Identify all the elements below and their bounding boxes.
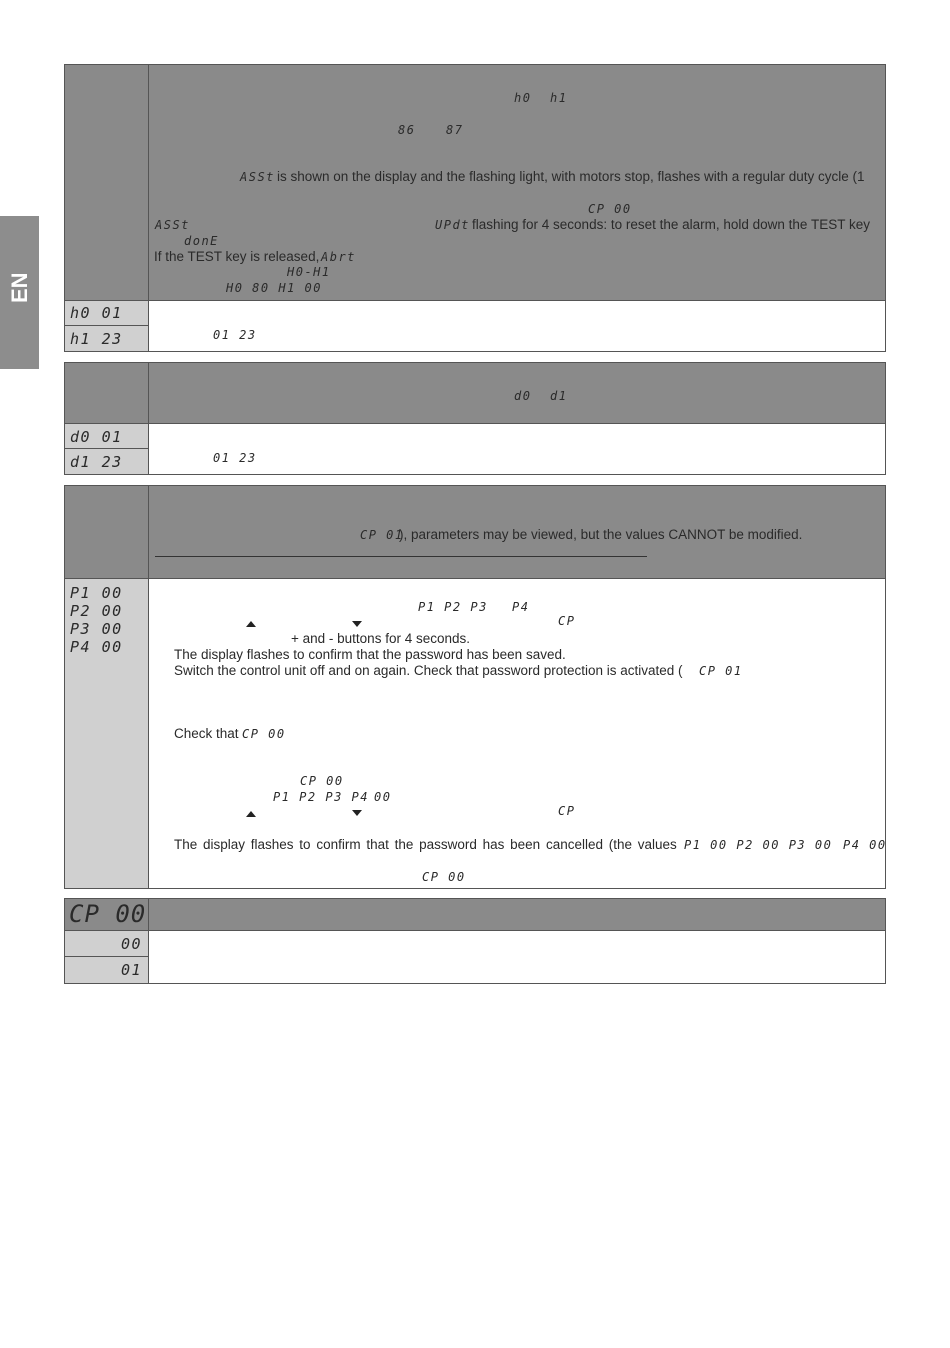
table-row-code: 00 xyxy=(64,930,149,957)
password-saved-text: The display flashes to confirm that the password has been saved. xyxy=(174,647,566,662)
code-cp00: CP 00 xyxy=(588,202,632,216)
code-cp-1: CP xyxy=(558,614,576,628)
code-cp01: CP 01 xyxy=(360,528,404,542)
buttons-instruction: + and - buttons for 4 seconds. xyxy=(291,631,470,646)
code-p-values: P1 00 P2 00 P3 00 xyxy=(684,838,833,852)
arrow-down-icon xyxy=(352,810,362,816)
code-p2: P2 00 xyxy=(70,602,123,620)
section2-left-header xyxy=(64,362,149,424)
code-abrt: Abrt xyxy=(321,250,356,264)
code-h0-h1: H0-H1 xyxy=(287,265,331,279)
section3-left-header xyxy=(64,485,149,579)
code-p1: P1 00 xyxy=(70,584,123,602)
test-released-text: If the TEST key is released, xyxy=(154,249,320,264)
table-row-text: 01 23 xyxy=(148,325,886,352)
code-cp-2: CP xyxy=(558,804,576,818)
code-00: 00 xyxy=(374,790,392,804)
switch-off-text: Switch the control unit off and on again. Check that password protection is activated ( xyxy=(174,663,683,678)
code-cp00-check: CP 00 xyxy=(242,727,286,741)
code-86: 86 xyxy=(398,123,416,137)
asst-description: is shown on the display and the flashing light, with motors stop, flashes with a regular duty cycle (1 xyxy=(277,169,865,184)
code-asst-2: ASSt xyxy=(155,218,190,232)
section3-header-text: ), parameters may be viewed, but the values CANNOT be modified. xyxy=(399,527,803,542)
code-asst: ASSt xyxy=(240,170,275,184)
code-p4-inline: P4 xyxy=(512,600,530,614)
code-h0: h0 xyxy=(514,91,532,105)
check-text: Check that xyxy=(174,726,239,741)
header-underline xyxy=(155,556,647,557)
table-row-code: h1 23 xyxy=(64,325,149,352)
code-updt: UPdt xyxy=(435,218,470,232)
arrow-down-icon xyxy=(352,621,362,627)
code-p3: P3 00 xyxy=(70,620,123,638)
table-row-text xyxy=(148,423,886,449)
code-d0: d0 xyxy=(514,389,532,403)
code-cp00-large: CP 00 xyxy=(69,900,147,928)
code-p1-p4: P1 P2 P3 P4 xyxy=(273,790,369,804)
code-87: 87 xyxy=(446,123,464,137)
table-row-text: 01 23 xyxy=(148,448,886,475)
table-row-text xyxy=(148,930,886,957)
password-codes-column xyxy=(64,578,149,889)
section1-left-header xyxy=(64,64,149,301)
arrow-up-icon xyxy=(246,621,256,627)
arrow-up-icon xyxy=(246,811,256,817)
table-row-code: d0 01 xyxy=(64,423,149,449)
section4-header xyxy=(148,898,886,931)
table-row-code: 01 xyxy=(64,956,149,984)
table-row-text xyxy=(148,956,886,984)
code-done: donE xyxy=(184,234,219,248)
code-p4-00: P4 00 xyxy=(843,838,887,852)
section4-left-header xyxy=(64,898,149,931)
code-d1: d1 xyxy=(550,389,568,403)
table-row-code: d1 23 xyxy=(64,448,149,475)
language-tab-label: EN xyxy=(7,272,32,303)
updt-description: flashing for 4 seconds: to reset the alarm, hold down the TEST key xyxy=(472,217,870,232)
password-cancelled-text: The display flashes to confirm that the password has been cancelled (the values xyxy=(174,837,677,852)
code-p4: P4 00 xyxy=(70,638,123,656)
code-cp00-b: CP 00 xyxy=(300,774,344,788)
code-h0-80-h1-00: H0 80 H1 00 xyxy=(226,281,322,295)
code-cp00-c: CP 00 xyxy=(422,870,466,884)
code-p1-p2-p3: P1 P2 P3 xyxy=(418,600,488,614)
table-row-code: h0 01 xyxy=(64,300,149,326)
code-cp01-check: CP 01 xyxy=(699,664,743,678)
code-h1: h1 xyxy=(550,91,568,105)
table-row-text xyxy=(148,300,886,326)
language-tab xyxy=(0,216,39,369)
